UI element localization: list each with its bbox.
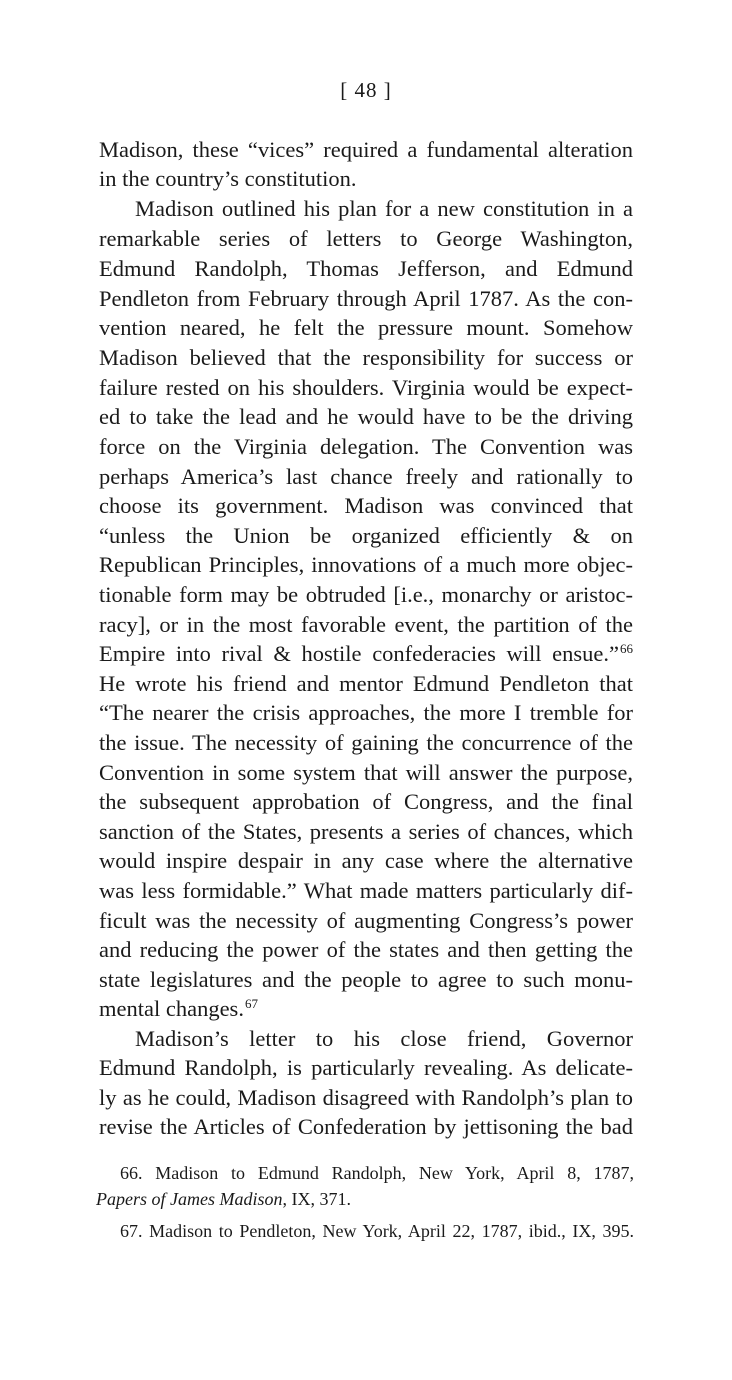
body-line-text: Empire into rival & hostile confederacies will ensue.”: [99, 641, 619, 666]
body-line: and reducing the power of the states and then getting the: [99, 937, 633, 962]
body-line: ed to take the lead and he would have to be the driving: [99, 404, 633, 429]
body-line: “unless the Union be organized efficiently & on: [99, 523, 633, 548]
body-line: revise the Articles of Confederation by jettisoning the bad: [99, 1114, 633, 1139]
body-line: Republican Principles, innovations of a much more objec-: [99, 552, 633, 577]
footnote-ref-66: 66: [620, 641, 633, 656]
body-line: sanction of the States, presents a series of chances, which: [99, 819, 633, 844]
body-line: vention neared, he felt the pressure mount. Somehow: [99, 315, 633, 340]
body-line: state legislatures and the people to agree to such monu-: [99, 967, 633, 992]
body-line: tionable form may be obtruded [i.e., monarchy or aristoc-: [99, 582, 633, 607]
body-line: Madison’s letter to his close friend, Governor: [135, 1026, 633, 1051]
footnote-66-line: 66. Madison to Edmund Randolph, New York, April 8, 1787,: [120, 1163, 634, 1183]
body-line: in the country’s constitution.: [99, 166, 357, 191]
body-line: Madison, these “vices” required a fundamental alteration: [99, 137, 633, 162]
body-line: the issue. The necessity of gaining the concurrence of the: [99, 730, 633, 755]
body-line: remarkable series of letters to George Washington,: [99, 226, 633, 251]
body-line: [99, 994, 633, 1024]
body-line: failure rested on his shoulders. Virginia would be expect-: [99, 375, 633, 400]
body-line-text: mental changes.: [99, 996, 244, 1021]
body-line: Edmund Randolph, Thomas Jefferson, and Edmund: [99, 256, 633, 281]
footnote-66-line: [96, 1186, 634, 1212]
body-line: He wrote his friend and mentor Edmund Pendleton that: [99, 671, 633, 696]
body-line: Madison believed that the responsibility for success or: [99, 345, 633, 370]
footnote-66-title: Papers of James Madison: [96, 1189, 283, 1209]
page-number: [ 48 ]: [340, 78, 392, 102]
body-line: choose its government. Madison was convinced that: [99, 493, 633, 518]
body-line: racy], or in the most favorable event, the partition of the: [99, 612, 633, 637]
body-line: was less formidable.” What made matters particularly dif-: [99, 878, 633, 903]
body-line: ly as he could, Madison disagreed with Randolph’s plan to: [99, 1085, 633, 1110]
body-line: “The nearer the crisis approaches, the more I tremble for: [99, 700, 633, 725]
footnote-67-line: 67. Madison to Pendleton, New York, April 22, 1787, ibid., IX, 395.: [120, 1221, 634, 1241]
body-line: Madison outlined his plan for a new constitution in a: [135, 196, 633, 221]
body-line: Convention in some system that will answer the purpose,: [99, 760, 633, 785]
body-line: Pendleton from February through April 1787. As the con-: [99, 286, 633, 311]
body-line: would inspire despair in any case where the alternative: [99, 848, 633, 873]
footnote-66-rest: , IX, 371.: [282, 1189, 351, 1209]
body-line: force on the Virginia delegation. The Convention was: [99, 434, 633, 459]
body-line: perhaps America’s last chance freely and rationally to: [99, 464, 633, 489]
body-line: Edmund Randolph, is particularly revealing. As delicate-: [99, 1055, 633, 1080]
body-line: [99, 639, 633, 669]
body-line: the subsequent approbation of Congress, and the final: [99, 789, 633, 814]
footnote-ref-67: 67: [244, 996, 258, 1011]
body-line: ficult was the necessity of augmenting Congress’s power: [99, 908, 633, 933]
